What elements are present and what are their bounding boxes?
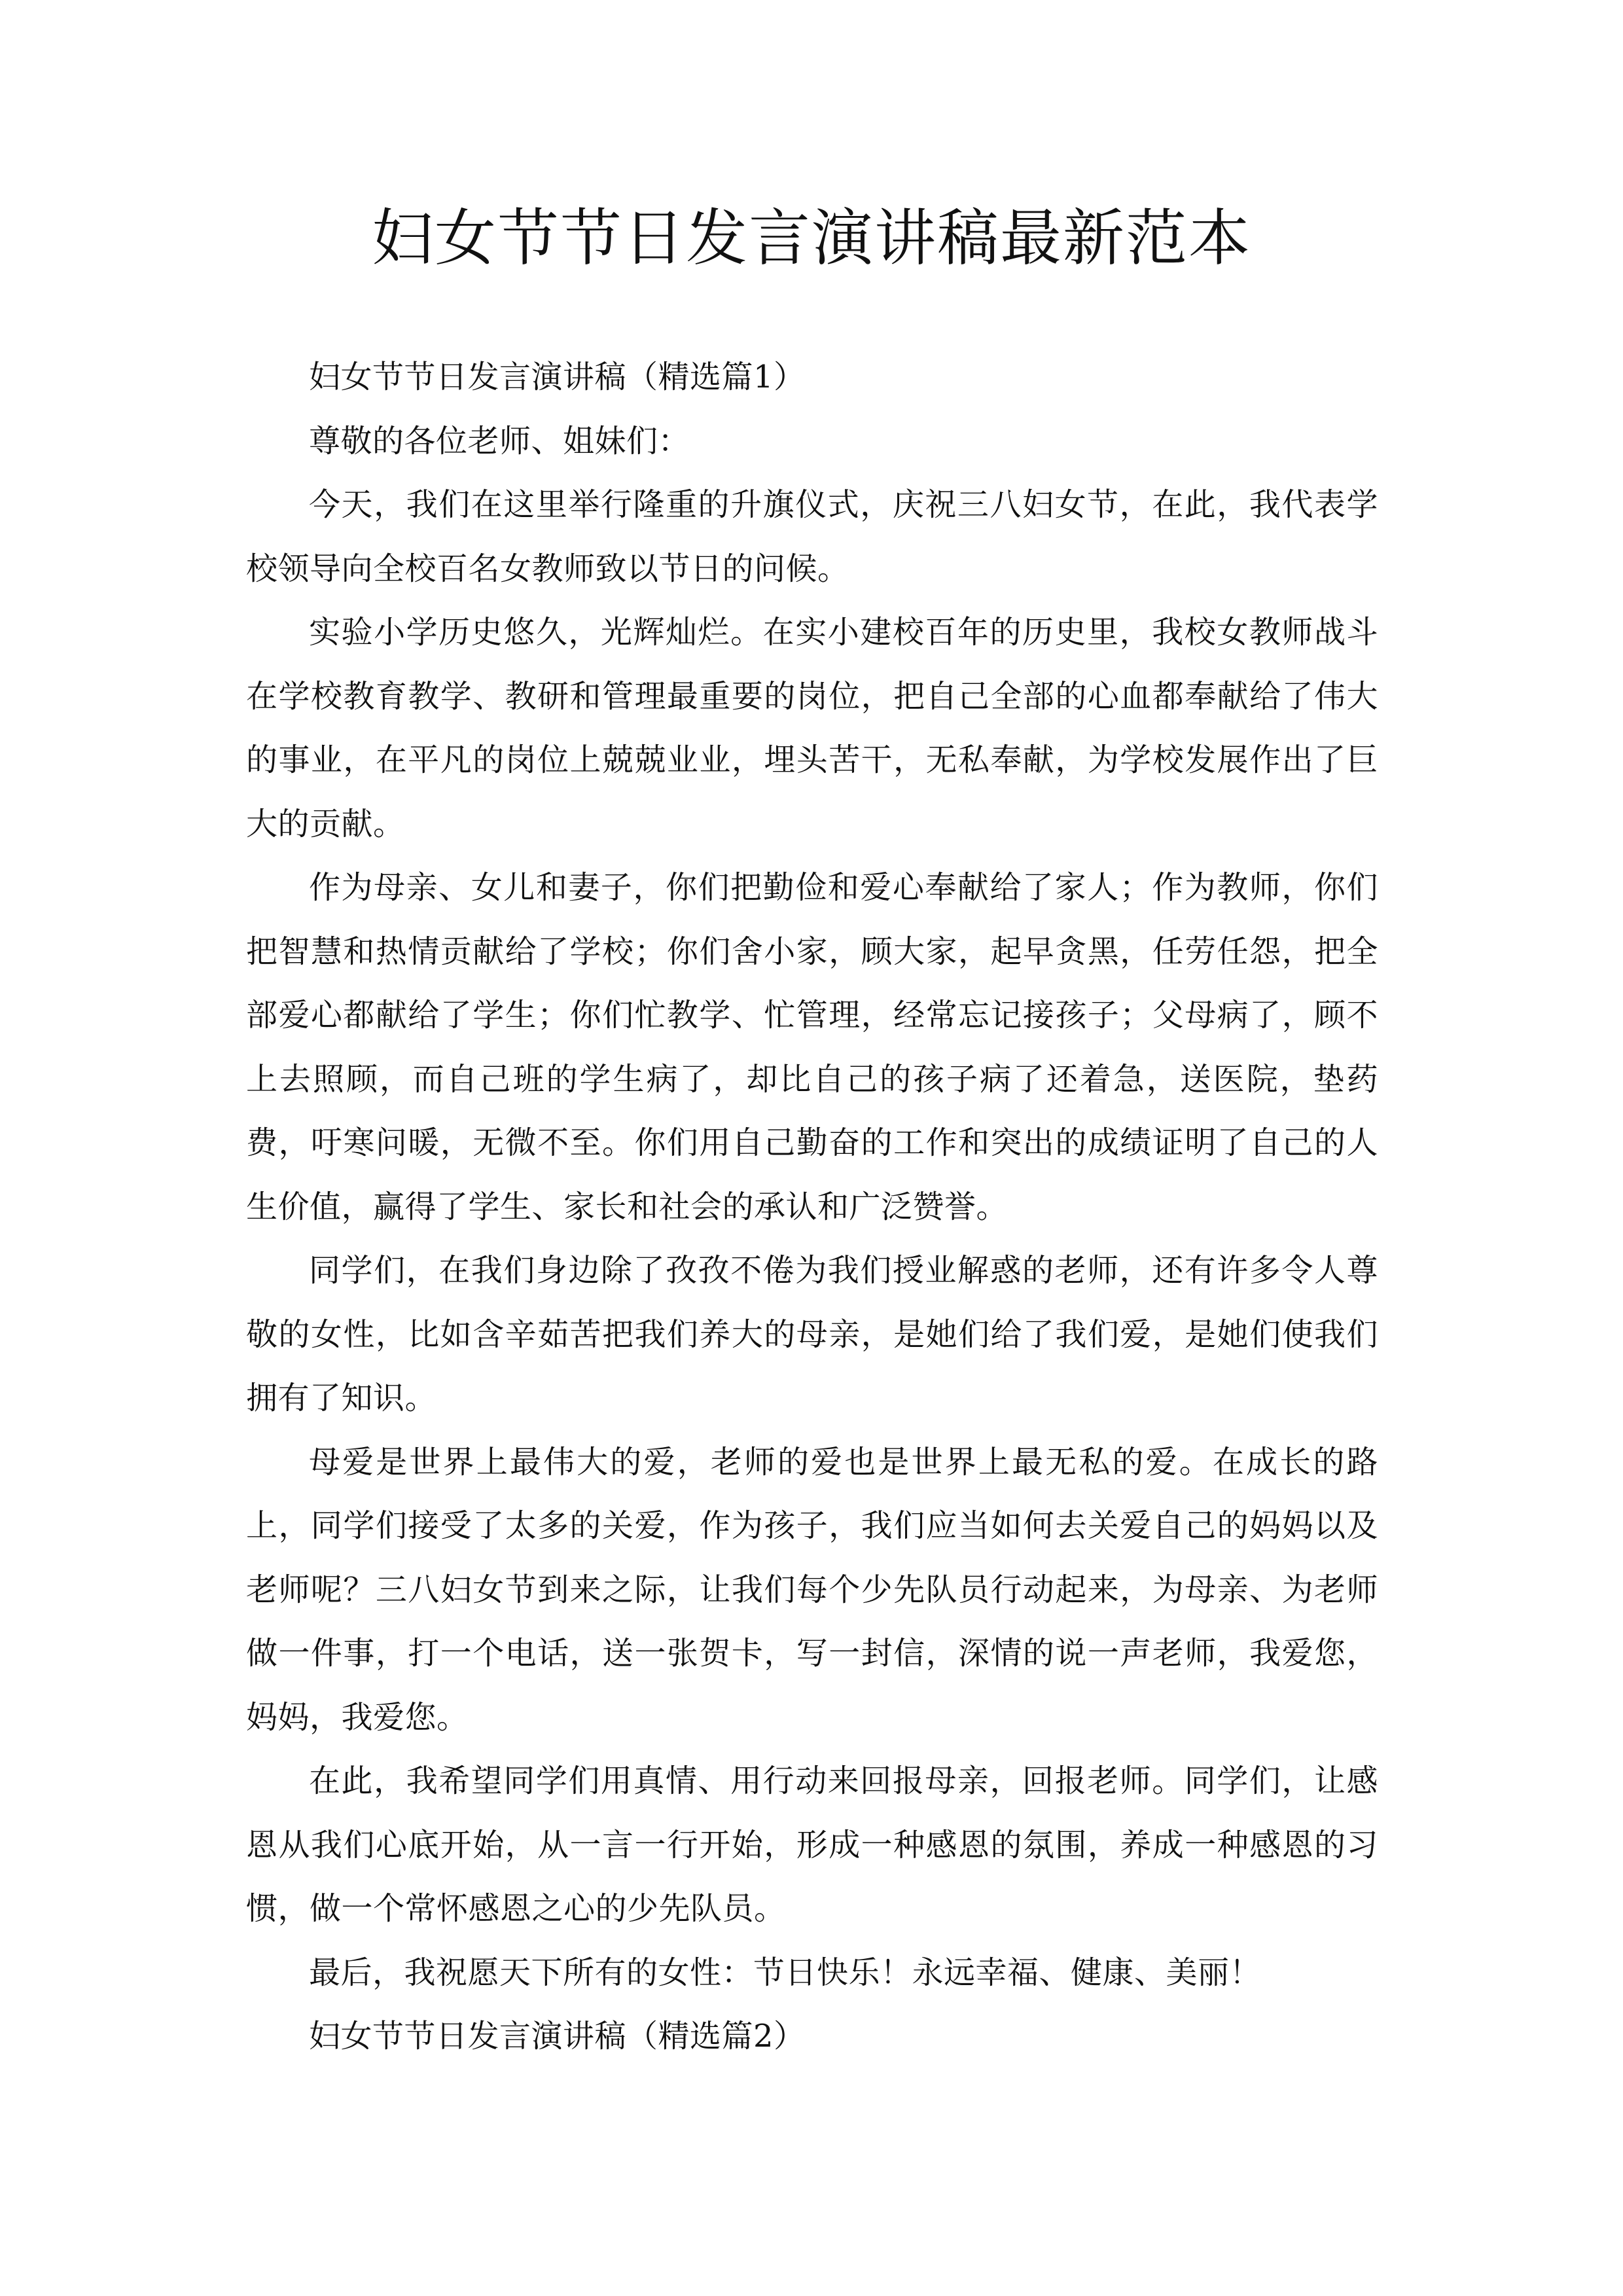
closing-wish: 最后，我祝愿天下所有的女性：节日快乐！永远幸福、健康、美丽！ xyxy=(309,1954,1262,1991)
paragraph: 作为母亲、女儿和妻子，你们把勤俭和爱心奉献给了家人；作为教师，你们把智慧和热情贡献给了学校；你们舍小家，顾大家，起早贪黑，任劳任怨，把全部爱心都献给了学生；你们忙教学、忙管理，经常忘记接孩子；父母病了，顾不上去照顾，而自己班的学生病了，却比自己的孩子病了还着急，送医院，垫药费，吁寒问暖，无微不至。你们用自己勤奋的工作和突出的成绩证明了自己的人生价值，赢得了学生、家长和社会的承认和广泛赞誉。 xyxy=(246,869,1378,1225)
paragraph: 今天，我们在这里举行隆重的升旗仪式，庆祝三八妇女节，在此，我代表学校领导向全校百名女教师致以节日的问候。 xyxy=(246,486,1378,587)
paragraph: 同学们，在我们身边除了孜孜不倦为我们授业解惑的老师，还有许多令人尊敬的女性，比如含辛茹苦把我们养大的母亲，是她们给了我们爱，是她们使我们拥有了知识。 xyxy=(246,1252,1378,1416)
paragraph: 母爱是世界上最伟大的爱，老师的爱也是世界上最无私的爱。在成长的路上，同学们接受了太多的关爱，作为孩子，我们应当如何去关爱自己的妈妈以及老师呢？三八妇女节到来之际，让我们每个少先队员行动起来，为母亲、为老师做一件事，打一个电话，送一张贺卡，写一封信，深情的说一声老师，我爱您，妈妈，我爱您。 xyxy=(246,1443,1378,1736)
paragraph: 在此，我希望同学们用真情、用行动来回报母亲，回报老师。同学们，让感恩从我们心底开始，从一言一行开始，形成一种感恩的氛围，养成一种感恩的习惯，做一个常怀感恩之心的少先队员。 xyxy=(246,1763,1378,1927)
section-heading-2: 妇女节节日发言演讲稿（精选篇2） xyxy=(309,2018,806,2054)
document-body xyxy=(246,346,1378,2069)
salutation: 尊敬的各位老师、姐妹们： xyxy=(309,422,690,459)
section-heading-1: 妇女节节日发言演讲稿（精选篇1） xyxy=(309,359,806,395)
paragraph: 实验小学历史悠久，光辉灿烂。在实小建校百年的历史里，我校女教师战斗在学校教育教学、教研和管理最重要的岗位，把自己全部的心血都奉献给了伟大的事业，在平凡的岗位上兢兢业业，埋头苦干，无私奉献，为学校发展作出了巨大的贡献。 xyxy=(246,614,1378,842)
document-title: 妇女节节日发言演讲稿最新范本 xyxy=(371,203,1251,274)
